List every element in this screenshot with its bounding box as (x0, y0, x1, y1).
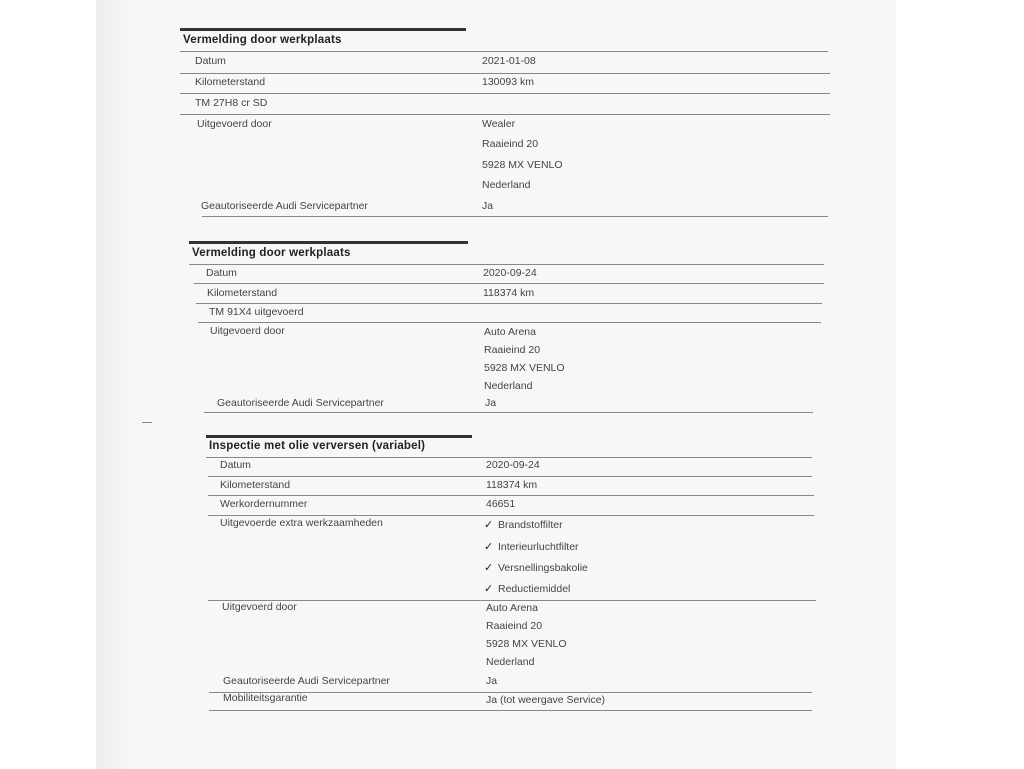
divider (196, 303, 822, 304)
address-line: Nederland (486, 656, 535, 668)
checkmark-icon: ✓ (484, 519, 494, 531)
address-line: Auto Arena (486, 602, 538, 614)
address-line: Raaieind 20 (484, 344, 541, 356)
divider (202, 216, 828, 217)
checklist-label: Brandstoffilter (498, 519, 563, 531)
row-value: Ja (tot weergave Service) (486, 694, 606, 706)
section-bar (206, 435, 472, 438)
divider (204, 412, 813, 413)
row-label: Werkordernummer (220, 498, 308, 510)
row-label: Uitgevoerde extra werkzaamheden (220, 517, 383, 529)
checkmark-icon: ✓ (484, 541, 494, 553)
divider (180, 93, 830, 94)
checklist-item (484, 561, 588, 574)
section-bar (180, 28, 466, 31)
checklist-label: Interieurluchtfilter (498, 541, 579, 553)
address-line: 5928 MX VENLO (484, 362, 565, 374)
row-label: Uitgevoerd door (210, 325, 285, 337)
row-label: Uitgevoerd door (197, 118, 272, 130)
checkmark-icon: ✓ (484, 583, 494, 595)
address-line: Auto Arena (484, 326, 536, 338)
row-value: 2020-09-24 (486, 459, 540, 471)
address-line: Raaieind 20 (482, 138, 539, 150)
row-value: Ja (485, 397, 497, 409)
address-line: Raaieind 20 (486, 620, 543, 632)
service-entry-3 (206, 435, 818, 720)
row-label: Geautoriseerde Audi Servicepartner (223, 675, 390, 687)
row-label: TM 27H8 cr SD (195, 97, 268, 109)
row-value: 118374 km (486, 479, 538, 491)
divider (206, 457, 812, 458)
service-entry-2 (189, 241, 829, 417)
row-label: Kilometerstand (220, 479, 291, 491)
row-value: 2020-09-24 (483, 267, 537, 279)
address-line: Nederland (482, 179, 531, 191)
address-line: 5928 MX VENLO (486, 638, 567, 650)
row-value: 118374 km (483, 287, 535, 299)
row-value: 130093 km (482, 76, 534, 88)
row-label: Datum (206, 267, 237, 279)
divider (208, 495, 814, 496)
section-title: Inspectie met olie verversen (variabel) (209, 440, 426, 452)
row-value: Ja (482, 200, 494, 212)
row-label: Mobiliteitsgarantie (223, 692, 308, 704)
divider (194, 283, 824, 284)
checklist-label: Versnellingsbakolie (498, 562, 588, 574)
checklist-item (484, 540, 579, 553)
checklist-item (484, 518, 563, 531)
checkmark-icon: ✓ (484, 562, 494, 574)
divider (198, 322, 821, 323)
divider (180, 73, 830, 74)
divider (208, 476, 812, 477)
row-label: TM 91X4 uitgevoerd (209, 306, 304, 318)
row-label: Datum (220, 459, 251, 471)
address-line: Wealer (482, 118, 516, 130)
divider (180, 114, 830, 115)
checklist-label: Reductiemiddel (498, 583, 571, 595)
checklist-item (484, 582, 570, 595)
divider (189, 264, 824, 265)
section-title: Vermelding door werkplaats (183, 34, 342, 46)
section-bar (189, 241, 468, 244)
divider (208, 600, 816, 601)
row-label: Geautoriseerde Audi Servicepartner (217, 397, 384, 409)
divider (209, 710, 812, 711)
row-label: Kilometerstand (207, 287, 278, 299)
divider (180, 51, 828, 52)
row-value: 2021-01-08 (482, 55, 536, 67)
row-label: Datum (195, 55, 226, 67)
page-shadow (96, 0, 136, 769)
row-label: Uitgevoerd door (222, 601, 297, 613)
row-label: Kilometerstand (195, 76, 266, 88)
address-line: 5928 MX VENLO (482, 159, 563, 171)
address-line: Nederland (484, 380, 533, 392)
divider (208, 515, 814, 516)
margin-mark (142, 422, 152, 423)
section-title: Vermelding door werkplaats (192, 247, 351, 259)
service-entry-1 (180, 28, 830, 220)
row-value: 46651 (486, 498, 516, 510)
row-label: Geautoriseerde Audi Servicepartner (201, 200, 368, 212)
row-value: Ja (486, 675, 498, 687)
